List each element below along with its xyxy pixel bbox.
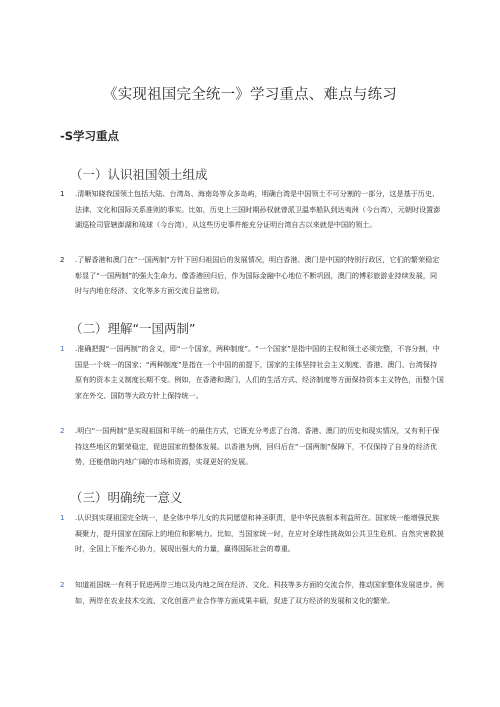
item-text: .清晰知晓我国领土包括大陆、台湾岛、海南岛等众多岛屿，明确台湾是中国领土不可分割的一部分，这是基于历史、法律、文化和国际关系准则的事实。比如，历史上三国时期孙权就曾派卫温率船队到达夷洲（今台湾），元朝时设置澎湖巡检司管辖澎湖和琉球（今台湾），从这些历史事件能充分证明台湾自古以来就是中国的领土。 <box>75 189 441 230</box>
list-item <box>60 577 444 608</box>
item-text: .认识到实现祖国完全统一，是全体中华儿女的共同愿望和神圣职责，是中华民族根本利益所在。国家统一能增强民族凝聚力，提升国家在国际上的地位和影响力。比如，当国家统一时，在应对全球性挑战如公共卫生危机、自然灾害救援时，全国上下能齐心协力，展现出强大的力量，赢得国际社会的尊重。 <box>75 513 444 554</box>
item-text: .明白“一国两制”是实现祖国和平统一的最佳方式，它既充分考虑了台湾、香港、澳门的历史和现实情况，又有利于保持这些地区的繁荣稳定，促进国家的整体发展。以香港为例，回归后在“一国两制”保障下，不仅保持了自身的经济优势，还能借助内地广阔的市场和资源，实现更好的发展。 <box>75 426 440 467</box>
list-item <box>60 423 444 470</box>
item-text: .准确把握“一国两制”的含义，即“一个国家，两种制度”。“一个国家”是指中国的主权和领土必须完整，不容分割，中国是一个统一的国家；“两种制度”是指在一个中国的前提下，国家的主体坚持社会主义制度，香港、澳门、台湾保持原有的资本主义制度长期不变。例如，在香港和澳门，人们的生活方式、经济制度等方面保持资本主义特色，而整个国家在外交、国防等大政方针上保持统一。 <box>75 344 444 400</box>
item-number: 1 <box>60 513 65 522</box>
list-item <box>60 252 444 299</box>
item-number: 2 <box>60 580 65 589</box>
list-item <box>60 510 444 557</box>
document-title: 《实现祖国完全统一》学习重点、难点与练习 <box>103 87 397 103</box>
item-number: 1 <box>60 344 65 353</box>
item-text: .了解香港和澳门在“一国两制”方针下回归祖国后的发展情况，明白香港、澳门是中国的特别行政区，它们的繁荣稳定彰显了“一国两制”的强大生命力。像香港回归后，作为国际金融中心地位不断巩固，澳门的博彩旅游业持续发展，同时与内地在经济、文化等多方面交流日益密切。 <box>75 255 440 296</box>
item-number: 1 <box>60 189 65 198</box>
item-text: 知道祖国统一有利于促进两岸三地以及内地之间在经济、文化、科技等多方面的交流合作，推动国家整体发展进步。例如，两岸在农业技术交流、文化创意产业合作等方面成果丰硕，促进了双方经济的发展和文化的繁荣。 <box>75 580 444 605</box>
heading-unification-significance: （三）明确统一意义 <box>70 490 183 505</box>
heading-territory: （一）认识祖国领土组成 <box>70 167 208 182</box>
list-item <box>60 341 444 403</box>
item-number: 2 <box>60 255 65 264</box>
section-title: -S学习重点 <box>60 129 120 143</box>
item-number: 2 <box>60 426 65 435</box>
heading-one-country-two-systems: （二）理解“一国两制” <box>70 321 196 336</box>
list-item <box>60 186 444 233</box>
